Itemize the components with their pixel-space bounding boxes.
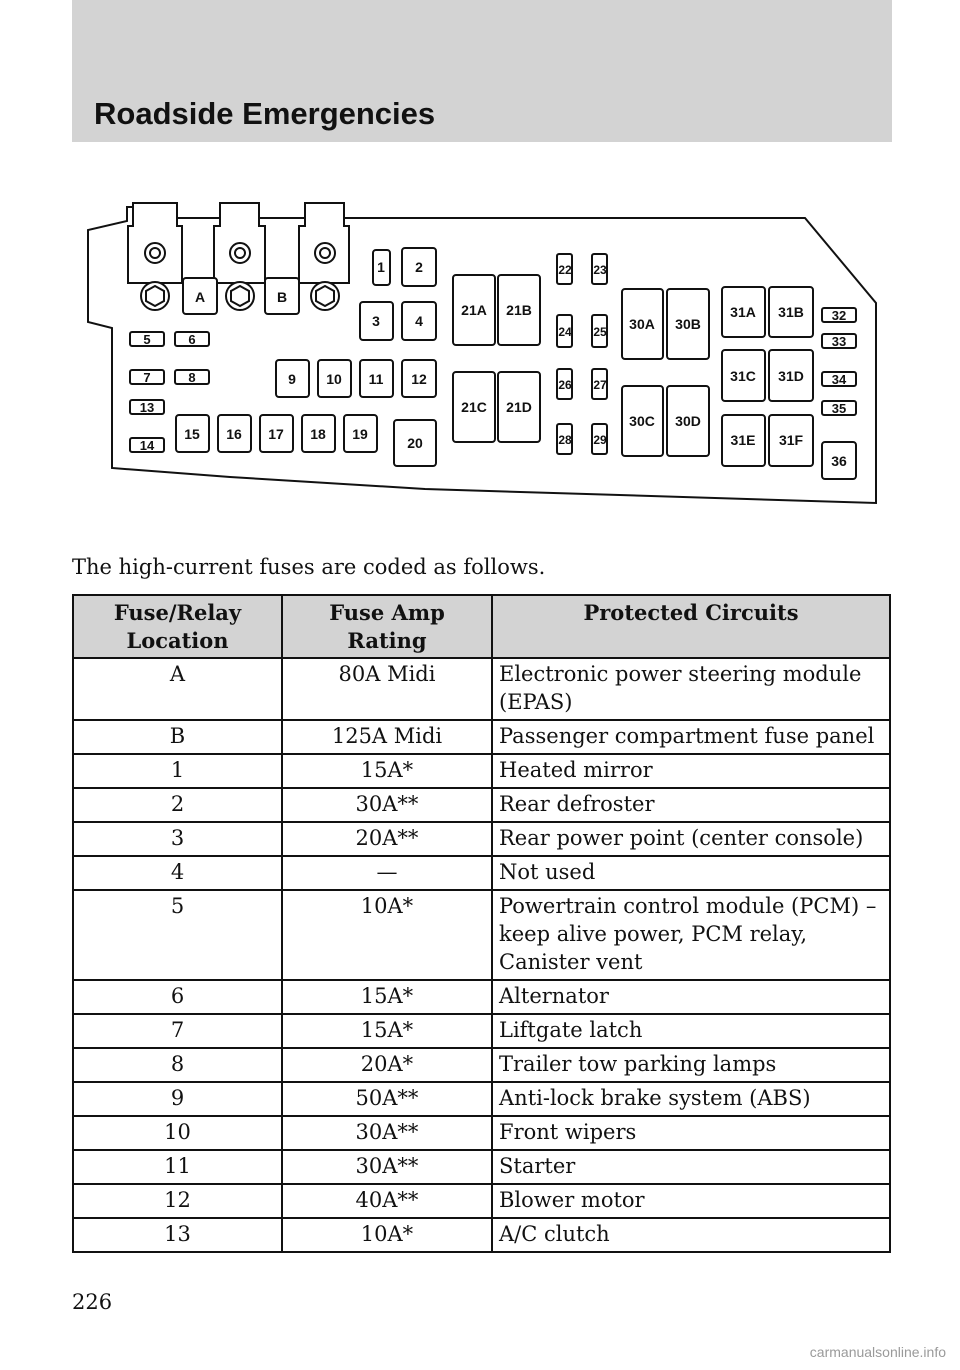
cell-circuits: Front wipers bbox=[492, 1116, 890, 1150]
cell-location: 1 bbox=[73, 754, 282, 788]
table-header-row bbox=[73, 595, 890, 658]
cell-location: 5 bbox=[73, 890, 282, 980]
cell-rating: 20A** bbox=[282, 822, 492, 856]
fuse-label-22: 22 bbox=[558, 263, 572, 277]
fuse-label-17: 17 bbox=[268, 426, 284, 442]
cell-location: 12 bbox=[73, 1184, 282, 1218]
fuse-label-36: 36 bbox=[831, 453, 847, 469]
fuse-label-4: 4 bbox=[415, 313, 423, 329]
fuse-label-24: 24 bbox=[558, 325, 572, 339]
cell-location: B bbox=[73, 720, 282, 754]
table-row bbox=[73, 754, 890, 788]
cell-circuits: Trailer tow parking lamps bbox=[492, 1048, 890, 1082]
cell-location: A bbox=[73, 658, 282, 720]
fuse-label-16: 16 bbox=[226, 426, 242, 442]
relay-label-30d: 30D bbox=[675, 413, 701, 429]
cell-circuits: Electronic power steering module (EPAS) bbox=[492, 658, 890, 720]
fuse-table bbox=[72, 594, 891, 1253]
cell-location: 7 bbox=[73, 1014, 282, 1048]
cell-circuits: Starter bbox=[492, 1150, 890, 1184]
column-header-location: Fuse/Relay Location bbox=[73, 595, 282, 658]
fuse-label-29: 29 bbox=[593, 433, 607, 447]
fuse-label-25: 25 bbox=[593, 325, 607, 339]
fuse-label-19: 19 bbox=[352, 426, 368, 442]
stud-label-a: A bbox=[194, 289, 206, 305]
section-title: Roadside Emergencies bbox=[94, 96, 436, 131]
relay-label-31f: 31F bbox=[778, 432, 804, 448]
cell-location: 11 bbox=[73, 1150, 282, 1184]
relay-label-21b: 21B bbox=[506, 302, 532, 318]
table-row bbox=[73, 720, 890, 754]
intro-text: The high-current fuses are coded as follows. bbox=[72, 555, 546, 579]
cell-rating: — bbox=[282, 856, 492, 890]
cell-rating: 30A** bbox=[282, 1150, 492, 1184]
fuse-label-6: 6 bbox=[188, 332, 196, 347]
relay-label-30c: 30C bbox=[629, 413, 655, 429]
table-row bbox=[73, 658, 890, 720]
table-row bbox=[73, 1150, 890, 1184]
cell-rating: 15A* bbox=[282, 754, 492, 788]
fuse-label-32: 32 bbox=[831, 308, 847, 323]
fuse-label-3: 3 bbox=[372, 313, 380, 329]
fuse-label-5: 5 bbox=[143, 332, 151, 347]
table-row bbox=[73, 788, 890, 822]
cell-rating: 20A* bbox=[282, 1048, 492, 1082]
cell-rating: 125A Midi bbox=[282, 720, 492, 754]
fuse-label-20: 20 bbox=[407, 435, 423, 451]
fuse-label-13: 13 bbox=[139, 400, 155, 415]
fuse-label-8: 8 bbox=[188, 370, 196, 385]
cell-location: 9 bbox=[73, 1082, 282, 1116]
cell-rating: 80A Midi bbox=[282, 658, 492, 720]
cell-circuits: Heated mirror bbox=[492, 754, 890, 788]
stud-label-b: B bbox=[276, 289, 288, 305]
cell-rating: 30A** bbox=[282, 788, 492, 822]
relay-label-31e: 31E bbox=[730, 432, 756, 448]
fuse-label-33: 33 bbox=[831, 334, 847, 349]
relay-label-31b: 31B bbox=[778, 304, 804, 320]
fuse-box-diagram bbox=[0, 0, 960, 540]
cell-rating: 10A* bbox=[282, 1218, 492, 1252]
fuse-label-10: 10 bbox=[326, 371, 342, 387]
cell-circuits: Rear defroster bbox=[492, 788, 890, 822]
page-number: 226 bbox=[72, 1290, 113, 1314]
relay-label-30a: 30A bbox=[629, 316, 655, 332]
table-row bbox=[73, 1218, 890, 1252]
cell-location: 4 bbox=[73, 856, 282, 890]
cell-circuits: Anti-lock brake system (ABS) bbox=[492, 1082, 890, 1116]
relay-label-30b: 30B bbox=[675, 316, 701, 332]
cell-location: 2 bbox=[73, 788, 282, 822]
relay-label-31c: 31C bbox=[730, 368, 756, 384]
cell-location: 8 bbox=[73, 1048, 282, 1082]
fuse-label-2: 2 bbox=[415, 259, 423, 275]
cell-rating: 30A** bbox=[282, 1116, 492, 1150]
cell-rating: 15A* bbox=[282, 980, 492, 1014]
cell-circuits: A/C clutch bbox=[492, 1218, 890, 1252]
cell-circuits: Powertrain control module (PCM) – keep alive power, PCM relay, Canister vent bbox=[492, 890, 890, 980]
cell-circuits: Rear power point (center console) bbox=[492, 822, 890, 856]
cell-circuits: Passenger compartment fuse panel bbox=[492, 720, 890, 754]
relay-label-31d: 31D bbox=[778, 368, 804, 384]
fuse-label-14: 14 bbox=[139, 438, 155, 453]
table-row bbox=[73, 1082, 890, 1116]
fuse-label-12: 12 bbox=[411, 371, 427, 387]
cell-location: 13 bbox=[73, 1218, 282, 1252]
fuse-label-15: 15 bbox=[184, 426, 200, 442]
table-row bbox=[73, 856, 890, 890]
table-row bbox=[73, 1116, 890, 1150]
cell-circuits: Alternator bbox=[492, 980, 890, 1014]
table-row bbox=[73, 1184, 890, 1218]
cell-rating: 50A** bbox=[282, 1082, 492, 1116]
cell-location: 10 bbox=[73, 1116, 282, 1150]
fuse-label-9: 9 bbox=[288, 371, 296, 387]
fuse-label-35: 35 bbox=[831, 401, 847, 416]
table-row bbox=[73, 980, 890, 1014]
watermark: carmanualsonline.info bbox=[809, 1344, 946, 1360]
table-row bbox=[73, 1014, 890, 1048]
fuse-label-34: 34 bbox=[831, 372, 847, 387]
fuse-label-26: 26 bbox=[558, 378, 572, 392]
table-row bbox=[73, 822, 890, 856]
cell-rating: 15A* bbox=[282, 1014, 492, 1048]
column-header-circuits: Protected Circuits bbox=[492, 595, 890, 658]
cell-rating: 10A* bbox=[282, 890, 492, 980]
fuse-label-18: 18 bbox=[310, 426, 326, 442]
fuse-label-27: 27 bbox=[593, 378, 607, 392]
cell-rating: 40A** bbox=[282, 1184, 492, 1218]
relay-label-31a: 31A bbox=[730, 304, 756, 320]
fuse-label-23: 23 bbox=[593, 263, 607, 277]
cell-circuits: Blower motor bbox=[492, 1184, 890, 1218]
column-header-rating: Fuse Amp Rating bbox=[282, 595, 492, 658]
cell-circuits: Liftgate latch bbox=[492, 1014, 890, 1048]
relay-label-21d: 21D bbox=[506, 399, 532, 415]
fuse-label-1: 1 bbox=[377, 259, 385, 275]
fuse-label-28: 28 bbox=[558, 433, 572, 447]
table-row bbox=[73, 890, 890, 980]
cell-circuits: Not used bbox=[492, 856, 890, 890]
cell-location: 3 bbox=[73, 822, 282, 856]
relay-label-21c: 21C bbox=[461, 399, 487, 415]
fuse-label-11: 11 bbox=[368, 371, 384, 387]
fuse-label-7: 7 bbox=[143, 370, 151, 385]
table-row bbox=[73, 1048, 890, 1082]
relay-label-21a: 21A bbox=[461, 302, 487, 318]
cell-location: 6 bbox=[73, 980, 282, 1014]
